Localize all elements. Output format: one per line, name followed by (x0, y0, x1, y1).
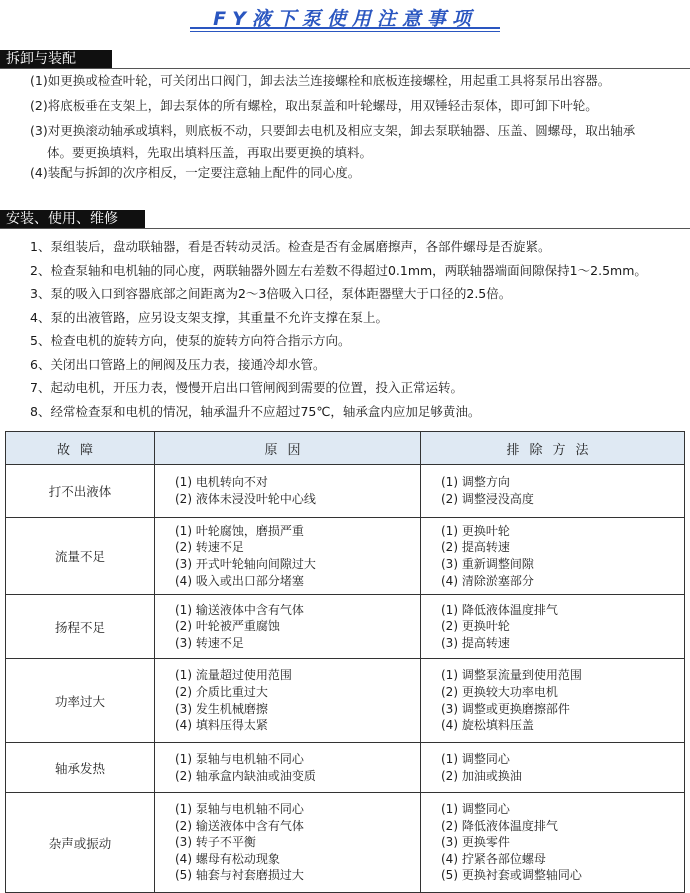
remedy-item: (3) 重新调整间隙 (441, 557, 534, 571)
disassembly-item (30, 72, 680, 90)
item-text: 将底板垂在支架上，卸去泵体的所有螺栓，取出泵盖和叶轮螺母，用双锤轻击泵体，即可卸下叶轮。 (47, 98, 598, 113)
cause-item: (2) 输送液体中含有气体 (175, 818, 304, 833)
cause-item: (1) 泵轴与电机轴不同心 (175, 802, 304, 817)
remedy-list (421, 465, 685, 518)
cause-item: (4) 吸入或出口部分堵塞 (175, 573, 304, 588)
table-row (6, 595, 685, 659)
disassembly-item (30, 122, 680, 162)
cause-item: (4) 填料压得太紧 (175, 718, 268, 733)
remedy-item: (2) 加油或换油 (441, 768, 522, 783)
remedy-item: (1) 调整同心 (441, 802, 510, 817)
cause-item: (3) 转速不足 (175, 635, 244, 650)
remedy-item: (1) 调整方向 (441, 475, 510, 490)
cause-list (155, 793, 421, 893)
cause-item: (4) 螺母有松动现象 (175, 851, 280, 866)
cause-list (155, 743, 421, 793)
cause-item: (1) 泵轴与电机轴不同心 (175, 751, 304, 766)
remedy-list (421, 659, 685, 743)
table-row (6, 518, 685, 595)
section-divider (0, 228, 690, 229)
item-text: 对更换滚动轴承或填料，则底板不动，只要卸去电机及相应支架，卸去泵联轴器、压盖、圆螺母，取出轴承 (47, 123, 636, 138)
section-divider (0, 68, 690, 69)
cause-item: (3) 开式叶轮轴向间隙过大 (175, 557, 316, 571)
item-text: 装配与拆卸的次序相反，一定要注意轴上配件的同心度。 (47, 165, 361, 180)
header-remedy: 排除方法 (421, 432, 685, 465)
remedy-item: (4) 拧紧各部位螺母 (441, 851, 546, 866)
cause-item: (2) 介质比重过大 (175, 684, 268, 699)
cause-item: (2) 叶轮被严重腐蚀 (175, 619, 280, 634)
disassembly-item (30, 97, 680, 115)
table-row (6, 743, 685, 793)
remedy-item: (1) 降低液体温度排气 (441, 602, 558, 617)
installation-item: 5、检查电机的旋转方向，使泵的旋转方向符合指示方向。 (30, 333, 351, 348)
cause-list (155, 518, 421, 595)
cause-item: (1) 流量超过使用范围 (175, 668, 292, 683)
header-fault: 故障 (6, 432, 155, 465)
header-cause: 原因 (155, 432, 421, 465)
cause-item: (1) 叶轮腐蚀，磨损严重 (175, 523, 304, 538)
cause-list (155, 595, 421, 659)
title-underline (190, 27, 500, 29)
cause-item: (1) 输送液体中含有气体 (175, 602, 304, 617)
remedy-list (421, 518, 685, 595)
item-text: 如更换或检查叶轮，可关闭出口阀门，卸去法兰连接螺栓和底板连接螺栓，用起重工具将泵吊出容器。 (47, 73, 611, 88)
fault-name: 杂声或振动 (6, 793, 155, 893)
table-header-row (6, 432, 685, 465)
cause-item: (1) 电机转向不对 (175, 475, 268, 490)
remedy-item: (2) 降低液体温度排气 (441, 818, 558, 833)
item-text-continued: 体。要更换填料，先取出填料压盖，再取出要更换的填料。 (47, 145, 373, 160)
table-row (6, 659, 685, 743)
item-number: (1) (30, 73, 48, 88)
installation-item: 3、泵的吸入口到容器底部之间距离为2～3倍吸入口径，泵体距器壁大于口径的2.5倍。 (30, 286, 512, 301)
remedy-item: (1) 更换叶轮 (441, 523, 510, 538)
remedy-item: (2) 更换较大功率电机 (441, 684, 558, 699)
section-heading-disassembly: 拆卸与装配 (0, 50, 112, 69)
cause-item: (5) 轴套与衬套磨损过大 (175, 868, 304, 883)
remedy-item: (2) 调整浸没高度 (441, 492, 534, 506)
page-title: FY液下泵使用注意事项 (213, 8, 477, 30)
remedy-item: (1) 调整泵流量到使用范围 (441, 668, 582, 683)
installation-item: 7、起动电机，开压力表，慢慢开启出口管闸阀到需要的位置，投入正常运转。 (30, 380, 463, 395)
remedy-list (421, 793, 685, 893)
item-number: (2) (30, 98, 48, 113)
installation-item: 8、经常检查泵和电机的情况，轴承温升不应超过75℃，轴承盒内应加足够黄油。 (30, 403, 481, 419)
remedy-item: (3) 调整或更换磨擦部件 (441, 701, 570, 716)
fault-name: 流量不足 (6, 518, 155, 595)
item-number: (4) (30, 165, 48, 180)
remedy-item: (3) 提高转速 (441, 635, 510, 650)
cause-list (155, 465, 421, 518)
remedy-item: (5) 更换衬套或调整轴同心 (441, 868, 582, 883)
remedy-item: (4) 清除淤塞部分 (441, 573, 534, 588)
fault-name: 功率过大 (6, 659, 155, 743)
fault-name: 扬程不足 (6, 595, 155, 659)
remedy-item: (2) 更换叶轮 (441, 619, 510, 634)
disassembly-item (30, 164, 680, 182)
fault-name: 打不出液体 (6, 465, 155, 518)
remedy-list (421, 595, 685, 659)
installation-item: 6、关闭出口管路上的闸阀及压力表，接通冷却水管。 (30, 356, 326, 372)
cause-list (155, 659, 421, 743)
fault-name: 轴承发热 (6, 743, 155, 793)
cause-item: (2) 转速不足 (175, 540, 244, 555)
remedy-item: (2) 提高转速 (441, 540, 510, 555)
remedy-item: (4) 旋松填料压盖 (441, 718, 534, 733)
table-row (6, 465, 685, 518)
remedy-item: (3) 更换零件 (441, 835, 510, 850)
cause-item: (2) 液体未浸没叶轮中心线 (175, 492, 316, 506)
installation-item: 2、检查泵轴和电机轴的同心度，两联轴器外圆左右差数不得超过0.1mm，两联轴器端面间隙保持1～2.5mm。 (30, 262, 647, 278)
installation-item: 1、泵组装后，盘动联轴器，看是否转动灵活。检查是否有金属磨擦声，各部件螺母是否旋紧。 (30, 239, 551, 254)
remedy-list (421, 743, 685, 793)
section-heading-installation: 安装、使用、维修 (0, 210, 145, 229)
cause-item: (2) 轴承盒内缺油或油变质 (175, 768, 316, 783)
installation-item: 4、泵的出液管路，应另设支架支撑，其重量不允许支撑在泵上。 (30, 309, 388, 325)
title-underline-thin (190, 31, 500, 32)
table-row (6, 793, 685, 893)
troubleshooting-table (5, 431, 685, 893)
item-number: (3) (30, 123, 48, 138)
cause-item: (3) 发生机械磨擦 (175, 701, 268, 716)
cause-item: (3) 转子不平衡 (175, 835, 256, 850)
remedy-item: (1) 调整同心 (441, 751, 510, 766)
